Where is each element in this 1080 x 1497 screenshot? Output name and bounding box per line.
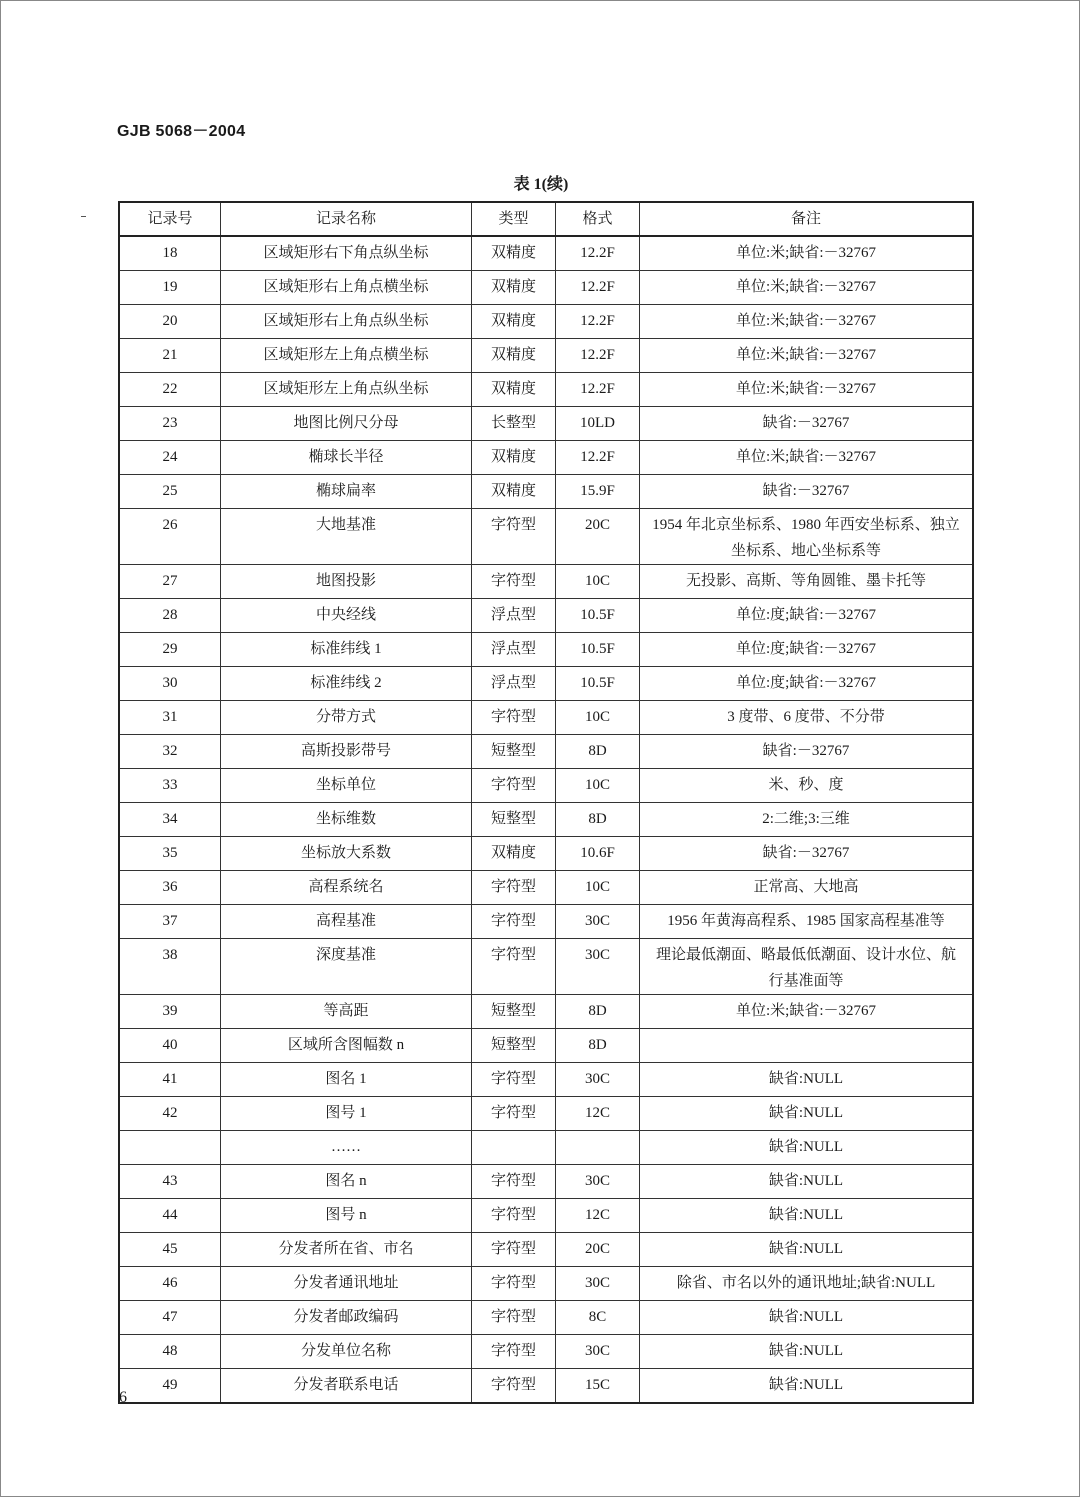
cell-type: 字符型 xyxy=(472,1267,556,1301)
table-row xyxy=(119,1369,973,1404)
table-row xyxy=(119,1165,973,1199)
cell-format: 12.2F xyxy=(556,339,640,373)
cell-remark xyxy=(640,373,974,407)
cell-remark xyxy=(640,339,974,373)
cell-record-name: 分带方式 xyxy=(221,701,472,735)
cell-record-no: 41 xyxy=(119,1063,221,1097)
cell-type: 短整型 xyxy=(472,1029,556,1063)
cell-remark xyxy=(640,905,974,939)
cell-format: 30C xyxy=(556,939,640,995)
cell-type: 短整型 xyxy=(472,995,556,1029)
remark-text: 理论最低潮面、略最低低潮面、设计水位、航行基准面等 xyxy=(655,947,956,989)
cell-record-name: 高程基准 xyxy=(221,905,472,939)
remark-text: 缺省:－32767 xyxy=(762,415,850,431)
cell-record-name: 图名 1 xyxy=(221,1063,472,1097)
cell-record-name: 高斯投影带号 xyxy=(221,735,472,769)
remark-text: 单位:度;缺省:－32767 xyxy=(735,607,876,623)
cell-type: 双精度 xyxy=(472,837,556,871)
table-row xyxy=(119,905,973,939)
cell-type: 字符型 xyxy=(472,939,556,995)
cell-type: 字符型 xyxy=(472,871,556,905)
cell-remark xyxy=(640,633,974,667)
cell-record-no: 24 xyxy=(119,441,221,475)
cell-record-no: 34 xyxy=(119,803,221,837)
cell-record-no: 39 xyxy=(119,995,221,1029)
cell-remark xyxy=(640,1131,974,1165)
cell-format: 8D xyxy=(556,735,640,769)
cell-format: 12.2F xyxy=(556,271,640,305)
remark-text: 米、秒、度 xyxy=(768,777,844,793)
remark-text: 单位:米;缺省:－32767 xyxy=(735,245,876,261)
remark-text: 单位:度;缺省:－32767 xyxy=(735,641,876,657)
table-row xyxy=(119,803,973,837)
cell-type: 双精度 xyxy=(472,373,556,407)
remark-text: 缺省:NULL xyxy=(768,1139,844,1155)
table-row xyxy=(119,1335,973,1369)
cell-record-no: 45 xyxy=(119,1233,221,1267)
table-row xyxy=(119,1301,973,1335)
column-header-type: 类型 xyxy=(472,202,556,236)
cell-remark xyxy=(640,1165,974,1199)
cell-format: 10.5F xyxy=(556,599,640,633)
table-row xyxy=(119,475,973,509)
cell-remark xyxy=(640,305,974,339)
table-row xyxy=(119,271,973,305)
cell-remark xyxy=(640,1267,974,1301)
cell-type: 字符型 xyxy=(472,905,556,939)
remark-text: 无投影、高斯、等角圆锥、墨卡托等 xyxy=(685,573,926,589)
cell-remark xyxy=(640,1063,974,1097)
cell-type: 字符型 xyxy=(472,1199,556,1233)
remark-text: 缺省:NULL xyxy=(768,1173,844,1189)
remark-text: 缺省:NULL xyxy=(768,1343,844,1359)
cell-type: 双精度 xyxy=(472,305,556,339)
cell-remark xyxy=(640,1029,974,1063)
cell-remark xyxy=(640,871,974,905)
cell-remark xyxy=(640,599,974,633)
table-row xyxy=(119,1267,973,1301)
cell-record-name: …… xyxy=(221,1131,472,1165)
cell-format: 12.2F xyxy=(556,305,640,339)
cell-record-no xyxy=(119,1131,221,1165)
table-row xyxy=(119,407,973,441)
remark-text: 单位:米;缺省:－32767 xyxy=(735,347,876,363)
cell-type: 双精度 xyxy=(472,441,556,475)
cell-record-no: 23 xyxy=(119,407,221,441)
cell-record-no: 44 xyxy=(119,1199,221,1233)
cell-format: 15.9F xyxy=(556,475,640,509)
cell-remark xyxy=(640,1335,974,1369)
cell-format: 12.2F xyxy=(556,236,640,271)
cell-remark xyxy=(640,236,974,271)
cell-type: 长整型 xyxy=(472,407,556,441)
remark-text: 缺省:NULL xyxy=(768,1105,844,1121)
cell-type: 短整型 xyxy=(472,735,556,769)
table-row xyxy=(119,1029,973,1063)
cell-type: 浮点型 xyxy=(472,633,556,667)
table-row xyxy=(119,939,973,995)
table-row xyxy=(119,995,973,1029)
remark-text: 正常高、大地高 xyxy=(753,879,859,895)
cell-type: 字符型 xyxy=(472,1335,556,1369)
cell-remark xyxy=(640,939,974,995)
record-table xyxy=(118,201,974,1404)
remark-text: 2:二维;3:三维 xyxy=(762,811,850,827)
cell-type: 字符型 xyxy=(472,701,556,735)
table-row xyxy=(119,599,973,633)
column-header-remark: 备注 xyxy=(640,202,974,236)
remark-text: 缺省:NULL xyxy=(768,1207,844,1223)
cell-format: 8D xyxy=(556,1029,640,1063)
cell-record-no: 37 xyxy=(119,905,221,939)
cell-type: 字符型 xyxy=(472,1233,556,1267)
table-row xyxy=(119,769,973,803)
cell-record-no: 32 xyxy=(119,735,221,769)
cell-record-no: 36 xyxy=(119,871,221,905)
cell-record-name: 中央经线 xyxy=(221,599,472,633)
cell-type: 浮点型 xyxy=(472,599,556,633)
cell-record-no: 21 xyxy=(119,339,221,373)
cell-format xyxy=(556,1131,640,1165)
cell-record-no: 35 xyxy=(119,837,221,871)
remark-text: 单位:米;缺省:－32767 xyxy=(735,381,876,397)
remark-text: 缺省:－32767 xyxy=(762,483,850,499)
cell-remark xyxy=(640,1199,974,1233)
cell-format: 10LD xyxy=(556,407,640,441)
cell-record-name: 分发单位名称 xyxy=(221,1335,472,1369)
remark-text: 单位:米;缺省:－32767 xyxy=(735,1003,876,1019)
cell-format: 15C xyxy=(556,1369,640,1404)
cell-format: 30C xyxy=(556,1335,640,1369)
cell-record-name: 区域矩形右上角点纵坐标 xyxy=(221,305,472,339)
cell-record-name: 深度基准 xyxy=(221,939,472,995)
cell-record-name: 坐标放大系数 xyxy=(221,837,472,871)
cell-record-no: 33 xyxy=(119,769,221,803)
cell-record-name: 区域矩形左上角点纵坐标 xyxy=(221,373,472,407)
cell-type: 字符型 xyxy=(472,509,556,565)
cell-format: 8D xyxy=(556,803,640,837)
cell-type: 短整型 xyxy=(472,803,556,837)
cell-record-no: 18 xyxy=(119,236,221,271)
cell-format: 20C xyxy=(556,1233,640,1267)
cell-format: 10C xyxy=(556,871,640,905)
cell-record-name: 区域矩形右上角点横坐标 xyxy=(221,271,472,305)
cell-remark xyxy=(640,407,974,441)
standard-id: GJB 5068－2004 xyxy=(117,123,246,140)
cell-type: 双精度 xyxy=(472,475,556,509)
table-row xyxy=(119,1097,973,1131)
cell-record-name: 等高距 xyxy=(221,995,472,1029)
scan-mark xyxy=(81,216,86,217)
remark-text: 缺省:NULL xyxy=(768,1241,844,1257)
table-row xyxy=(119,373,973,407)
cell-format: 30C xyxy=(556,905,640,939)
cell-remark xyxy=(640,995,974,1029)
cell-record-no: 30 xyxy=(119,667,221,701)
cell-format: 10.5F xyxy=(556,633,640,667)
cell-remark xyxy=(640,667,974,701)
cell-record-name: 分发者联系电话 xyxy=(221,1369,472,1404)
cell-record-no: 48 xyxy=(119,1335,221,1369)
cell-type: 浮点型 xyxy=(472,667,556,701)
cell-type: 字符型 xyxy=(472,1063,556,1097)
cell-type: 字符型 xyxy=(472,769,556,803)
cell-record-name: 区域矩形右下角点纵坐标 xyxy=(221,236,472,271)
table-row xyxy=(119,1131,973,1165)
cell-record-name: 坐标维数 xyxy=(221,803,472,837)
remark-text: 缺省:－32767 xyxy=(762,743,850,759)
cell-remark xyxy=(640,565,974,599)
cell-record-name: 坐标单位 xyxy=(221,769,472,803)
cell-remark xyxy=(640,701,974,735)
cell-format: 12C xyxy=(556,1199,640,1233)
remark-text: 除省、市名以外的通讯地址;缺省:NULL xyxy=(676,1275,936,1291)
cell-type: 字符型 xyxy=(472,1301,556,1335)
cell-record-name: 分发者邮政编码 xyxy=(221,1301,472,1335)
table-row xyxy=(119,509,973,565)
cell-remark xyxy=(640,509,974,565)
table-row xyxy=(119,871,973,905)
cell-record-no: 22 xyxy=(119,373,221,407)
cell-record-name: 分发者通讯地址 xyxy=(221,1267,472,1301)
cell-remark xyxy=(640,803,974,837)
cell-remark xyxy=(640,441,974,475)
column-header-record-name: 记录名称 xyxy=(221,202,472,236)
column-header-record-no: 记录号 xyxy=(119,202,221,236)
cell-type: 字符型 xyxy=(472,1165,556,1199)
cell-record-no: 20 xyxy=(119,305,221,339)
remark-text: 缺省:NULL xyxy=(768,1309,844,1325)
table-row xyxy=(119,565,973,599)
cell-remark xyxy=(640,1097,974,1131)
cell-record-no: 31 xyxy=(119,701,221,735)
cell-record-no: 49 xyxy=(119,1369,221,1404)
cell-format: 12C xyxy=(556,1097,640,1131)
remark-text: 1956 年黄海高程系、1985 国家高程基准等 xyxy=(667,913,945,929)
cell-remark xyxy=(640,1301,974,1335)
cell-remark xyxy=(640,1233,974,1267)
table-row xyxy=(119,305,973,339)
cell-record-no: 47 xyxy=(119,1301,221,1335)
cell-format: 20C xyxy=(556,509,640,565)
cell-record-name: 高程系统名 xyxy=(221,871,472,905)
cell-record-name: 图名 n xyxy=(221,1165,472,1199)
table-row xyxy=(119,701,973,735)
cell-type xyxy=(472,1131,556,1165)
table-row xyxy=(119,735,973,769)
table-caption: 表 1(续) xyxy=(513,176,569,193)
table-row xyxy=(119,667,973,701)
cell-format: 10C xyxy=(556,769,640,803)
cell-record-no: 29 xyxy=(119,633,221,667)
cell-remark xyxy=(640,271,974,305)
cell-record-no: 25 xyxy=(119,475,221,509)
cell-record-no: 43 xyxy=(119,1165,221,1199)
table-row xyxy=(119,837,973,871)
table-header-row xyxy=(119,202,973,236)
table-row xyxy=(119,236,973,271)
cell-record-name: 区域矩形左上角点横坐标 xyxy=(221,339,472,373)
table-row xyxy=(119,339,973,373)
cell-record-name: 图号 1 xyxy=(221,1097,472,1131)
table-row xyxy=(119,1063,973,1097)
cell-remark xyxy=(640,1369,974,1404)
cell-type: 字符型 xyxy=(472,1097,556,1131)
remark-text: 缺省:－32767 xyxy=(762,845,850,861)
column-header-format: 格式 xyxy=(556,202,640,236)
cell-record-name: 椭球长半径 xyxy=(221,441,472,475)
cell-format: 10C xyxy=(556,565,640,599)
cell-record-no: 28 xyxy=(119,599,221,633)
cell-remark xyxy=(640,475,974,509)
cell-record-name: 地图比例尺分母 xyxy=(221,407,472,441)
cell-format: 30C xyxy=(556,1267,640,1301)
page-number: 6 xyxy=(119,1389,127,1406)
remark-text: 单位:米;缺省:－32767 xyxy=(735,449,876,465)
cell-record-no: 40 xyxy=(119,1029,221,1063)
remark-text: 单位:米;缺省:－32767 xyxy=(735,279,876,295)
cell-format: 10.6F xyxy=(556,837,640,871)
cell-format: 30C xyxy=(556,1165,640,1199)
cell-type: 字符型 xyxy=(472,565,556,599)
cell-format: 12.2F xyxy=(556,373,640,407)
remark-text: 缺省:NULL xyxy=(768,1377,844,1393)
cell-record-name: 标准纬线 2 xyxy=(221,667,472,701)
cell-record-no: 19 xyxy=(119,271,221,305)
remark-text: 单位:米;缺省:－32767 xyxy=(735,313,876,329)
cell-type: 双精度 xyxy=(472,236,556,271)
cell-type: 双精度 xyxy=(472,339,556,373)
cell-record-name: 分发者所在省、市名 xyxy=(221,1233,472,1267)
table-row xyxy=(119,633,973,667)
table-row xyxy=(119,441,973,475)
cell-record-no: 26 xyxy=(119,509,221,565)
table-row xyxy=(119,1233,973,1267)
table-row xyxy=(119,1199,973,1233)
remark-text: 1954 年北京坐标系、1980 年西安坐标系、独立坐标系、地心坐标系等 xyxy=(652,517,960,559)
cell-record-name: 大地基准 xyxy=(221,509,472,565)
cell-type: 字符型 xyxy=(472,1369,556,1404)
cell-format: 10C xyxy=(556,701,640,735)
cell-format: 12.2F xyxy=(556,441,640,475)
cell-record-no: 46 xyxy=(119,1267,221,1301)
cell-record-no: 38 xyxy=(119,939,221,995)
cell-record-no: 42 xyxy=(119,1097,221,1131)
cell-format: 30C xyxy=(556,1063,640,1097)
cell-format: 8D xyxy=(556,995,640,1029)
cell-record-name: 图号 n xyxy=(221,1199,472,1233)
remark-text: 单位:度;缺省:－32767 xyxy=(735,675,876,691)
cell-type: 双精度 xyxy=(472,271,556,305)
cell-record-name: 椭球扁率 xyxy=(221,475,472,509)
cell-record-name: 区域所含图幅数 n xyxy=(221,1029,472,1063)
cell-record-name: 标准纬线 1 xyxy=(221,633,472,667)
cell-format: 10.5F xyxy=(556,667,640,701)
remark-text: 缺省:NULL xyxy=(768,1071,844,1087)
cell-remark xyxy=(640,735,974,769)
cell-remark xyxy=(640,837,974,871)
cell-record-name: 地图投影 xyxy=(221,565,472,599)
remark-text: 3 度带、6 度带、不分带 xyxy=(727,709,885,725)
cell-format: 8C xyxy=(556,1301,640,1335)
cell-record-no: 27 xyxy=(119,565,221,599)
cell-remark xyxy=(640,769,974,803)
